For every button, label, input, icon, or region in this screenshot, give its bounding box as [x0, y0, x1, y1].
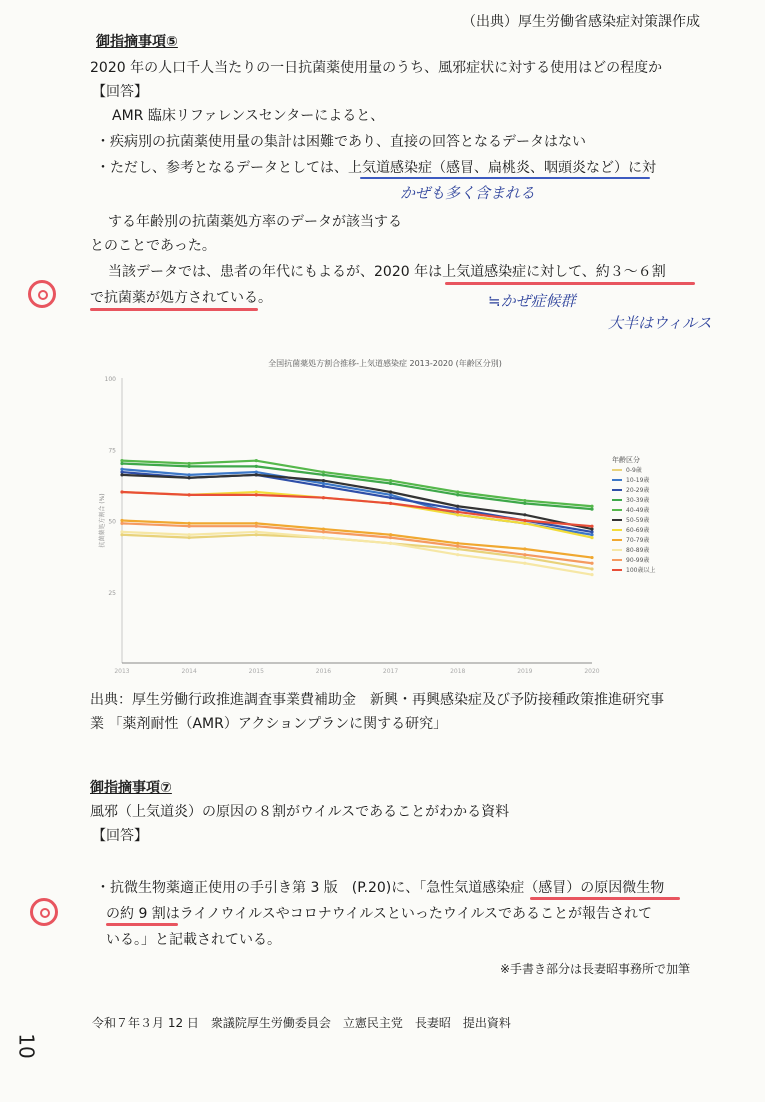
data-point — [590, 536, 593, 539]
data-point — [523, 562, 526, 565]
data-point — [255, 459, 258, 462]
data-point — [590, 527, 593, 530]
data-point — [322, 473, 325, 476]
y-axis-label: 抗菌薬処方割合 (%) — [99, 493, 106, 548]
source-header: （出典）厚生労働省感染症対策課作成 — [462, 14, 700, 30]
data-point — [389, 493, 392, 496]
data-point — [590, 508, 593, 511]
legend-label: 100歳以上 — [626, 567, 656, 574]
data-point — [523, 499, 526, 502]
data-point — [456, 553, 459, 556]
item5-line6: 当該データでは、患者の年代にもよるが、2020 年は上気道感染症に対して、約３～６割 — [108, 264, 666, 280]
data-point — [523, 556, 526, 559]
legend-label: 20-29歳 — [626, 487, 650, 494]
data-point — [456, 505, 459, 508]
handwriting-note1: かぜも多く含まれる — [400, 184, 536, 202]
data-point — [523, 522, 526, 525]
item5-line7: で抗菌薬が処方されている。 — [90, 290, 272, 306]
data-point — [389, 502, 392, 505]
legend-label: 50-59歳 — [626, 517, 650, 524]
legend-label: 0-9歳 — [626, 467, 642, 474]
data-point — [389, 542, 392, 545]
data-point — [120, 519, 123, 522]
item5-heading: 御指摘事項⑤ — [96, 34, 178, 50]
data-point — [322, 496, 325, 499]
data-point — [120, 530, 123, 533]
data-point — [389, 533, 392, 536]
item7-heading: 御指摘事項⑦ — [90, 780, 172, 796]
data-point — [255, 465, 258, 468]
item5-answer-label: 【回答】 — [92, 84, 148, 100]
x-tick-label: 2013 — [114, 668, 130, 675]
data-point — [590, 567, 593, 570]
handwritten-footnote: ※手書き部分は長妻昭事務所で加筆 — [500, 962, 691, 976]
data-point — [590, 556, 593, 559]
data-point — [120, 468, 123, 471]
red-underline-4 — [106, 923, 178, 926]
data-point — [255, 533, 258, 536]
legend-label: 60-69歳 — [626, 527, 650, 534]
data-point — [389, 490, 392, 493]
data-point — [456, 542, 459, 545]
data-point — [456, 493, 459, 496]
data-point — [590, 573, 593, 576]
chart-title: 全国抗菌薬処方割合推移-上気道感染症 2013-2020 (年齢区分別) — [268, 359, 502, 368]
data-point — [456, 545, 459, 548]
data-point — [389, 479, 392, 482]
legend-label: 80-89歳 — [626, 547, 650, 554]
data-point — [120, 459, 123, 462]
data-point — [523, 547, 526, 550]
data-point — [188, 462, 191, 465]
legend-label: 90-99歳 — [626, 557, 650, 564]
legend-label: 40-49歳 — [626, 507, 650, 514]
data-point — [590, 562, 593, 565]
data-point — [120, 533, 123, 536]
item5-line1: AMR 臨床リファレンスセンターによると、 — [112, 108, 385, 124]
data-point — [188, 473, 191, 476]
item5-line5: とのことであった。 — [90, 238, 216, 254]
data-point — [322, 482, 325, 485]
data-point — [456, 513, 459, 516]
data-point — [188, 522, 191, 525]
data-point — [523, 513, 526, 516]
x-tick-label: 2019 — [517, 668, 533, 675]
legend-label: 30-39歳 — [626, 497, 650, 504]
item7-line2: の約 9 割はライノウイルスやコロナウイルスといったウイルスであることが報告されて — [106, 906, 653, 922]
chart-source-line2: 業 「薬剤耐性（AMR）アクションプランに関する研究」 — [90, 716, 448, 732]
data-point — [255, 493, 258, 496]
item5-question: 2020 年の人口千人当たりの一日抗菌薬使用量のうち、風邪症状に対する使用はどの程度か — [90, 60, 663, 76]
data-point — [255, 522, 258, 525]
data-point — [590, 533, 593, 536]
data-point — [255, 490, 258, 493]
data-point — [590, 525, 593, 528]
data-point — [188, 465, 191, 468]
data-point — [255, 525, 258, 528]
data-point — [389, 482, 392, 485]
legend-label: 10-19歳 — [626, 477, 650, 484]
item7-line1: ・抗微生物薬適正使用の手引き第 3 版 (P.20)に、「急性気道感染症（感冒）の原因微生物 — [96, 880, 665, 896]
red-circle-mark-2 — [30, 898, 58, 926]
x-tick-label: 2015 — [248, 668, 264, 675]
data-point — [322, 536, 325, 539]
x-tick-label: 2016 — [315, 668, 332, 675]
series-line — [122, 461, 592, 507]
data-point — [322, 530, 325, 533]
data-point — [456, 510, 459, 513]
legend-title: 年齢区分 — [612, 456, 640, 464]
data-point — [255, 470, 258, 473]
chart-svg — [90, 350, 680, 675]
y-tick-label: 75 — [108, 447, 116, 455]
data-point — [255, 530, 258, 533]
data-point — [322, 479, 325, 482]
blue-underline-1 — [360, 177, 650, 179]
red-underline-3 — [530, 897, 680, 900]
data-point — [120, 490, 123, 493]
data-point — [456, 490, 459, 493]
data-point — [523, 502, 526, 505]
margin-number: 10 — [14, 1033, 39, 1059]
x-tick-label: 2017 — [382, 668, 399, 675]
y-tick-label: 100 — [104, 376, 116, 383]
series-line — [122, 492, 592, 526]
data-point — [120, 470, 123, 473]
legend-label: 70-79歳 — [626, 537, 650, 544]
data-point — [188, 493, 191, 496]
data-point — [389, 496, 392, 499]
handwriting-note3: 大半はウィルス — [608, 314, 712, 332]
red-underline-2 — [90, 308, 258, 311]
item5-line2: ・疾病別の抗菌薬使用量の集計は困難であり、直接の回答となるデータはない — [96, 134, 586, 150]
y-tick-label: 50 — [108, 518, 116, 526]
data-point — [456, 547, 459, 550]
data-point — [255, 473, 258, 476]
red-circle-mark-1 — [28, 280, 56, 308]
data-point — [590, 530, 593, 533]
x-tick-label: 2018 — [450, 668, 466, 675]
red-underline-1 — [445, 282, 695, 285]
x-tick-label: 2014 — [181, 668, 197, 675]
data-point — [188, 533, 191, 536]
data-point — [188, 525, 191, 528]
chart-panel — [90, 350, 680, 675]
x-tick-label: 2020 — [584, 668, 600, 675]
data-point — [523, 519, 526, 522]
data-point — [188, 536, 191, 539]
data-point — [120, 522, 123, 525]
data-point — [389, 536, 392, 539]
data-point — [322, 470, 325, 473]
data-point — [322, 485, 325, 488]
item7-answer-label: 【回答】 — [92, 828, 148, 844]
chart-source-line1: 出典：厚生労働行政推進調査事業費補助金 新興・再興感染症及び予防接種政策推進研究事 — [90, 692, 664, 708]
data-point — [590, 505, 593, 508]
y-tick-label: 25 — [108, 589, 116, 597]
item5-line3: ・ただし、参考となるデータとしては、上気道感染症（感冒、扁桃炎、咽頭炎など）に対 — [96, 160, 656, 176]
data-point — [322, 527, 325, 530]
footer-text: 令和７年３月 12 日 衆議院厚生労働委員会 立憲民主党 長妻昭 提出資料 — [92, 1016, 511, 1030]
data-point — [120, 462, 123, 465]
item7-line3: いる。」と記載されている。 — [106, 932, 281, 948]
data-point — [523, 553, 526, 556]
item5-line4: する年齢別の抗菌薬処方率のデータが該当する — [108, 214, 402, 230]
data-point — [188, 476, 191, 479]
handwriting-note2: ≒かぜ症候群 — [488, 292, 576, 310]
data-point — [456, 508, 459, 511]
data-point — [120, 473, 123, 476]
item7-question: 風邪（上気道炎）の原因の８割がウイルスであることがわかる資料 — [90, 804, 510, 820]
